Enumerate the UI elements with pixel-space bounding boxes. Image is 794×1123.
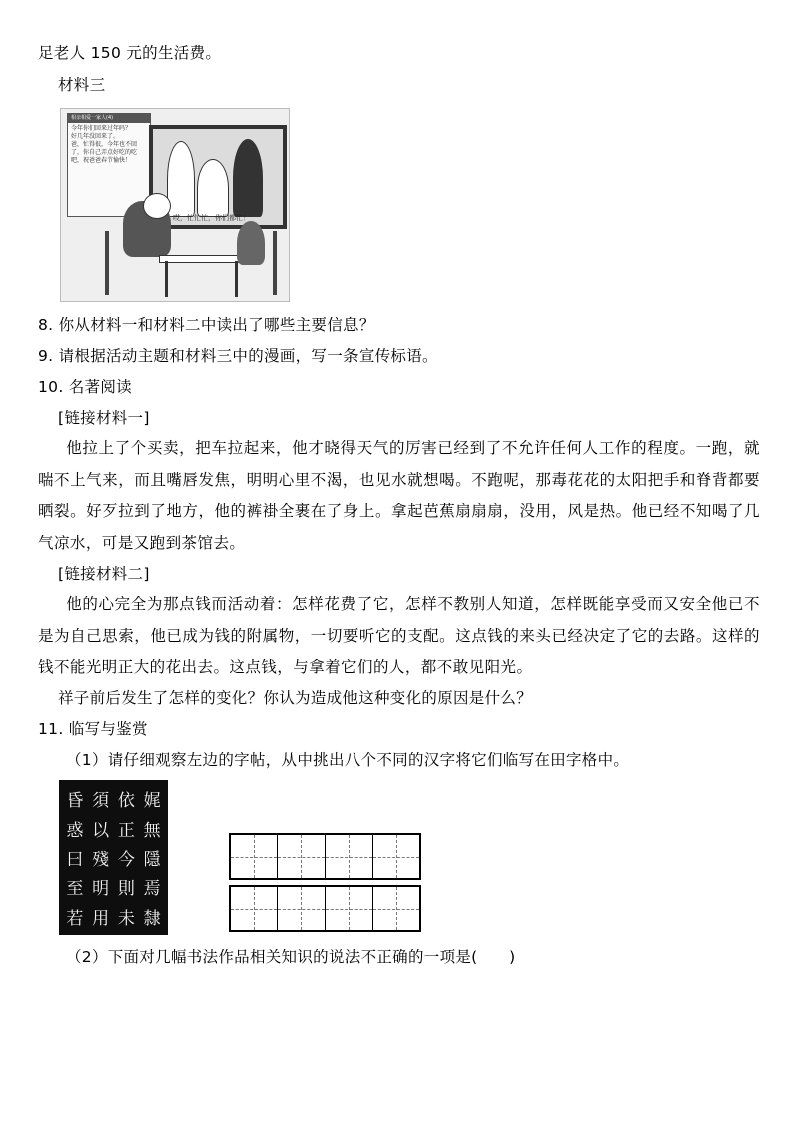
table-leg-left bbox=[165, 261, 168, 297]
calligraphy-char: 明 bbox=[92, 879, 110, 900]
calligraphy-char: 惑 bbox=[66, 820, 84, 841]
question-11-2: （2）下面对几幅书法作品相关知识的说法不正确的一项是( ) bbox=[66, 948, 516, 966]
calligraphy-char: 以 bbox=[92, 820, 110, 841]
calligraphy-sample bbox=[59, 780, 168, 935]
passage-1 bbox=[38, 433, 760, 559]
calligraphy-char: 至 bbox=[66, 879, 84, 900]
question-10-prompt: 祥子前后发生了怎样的变化？你认为造成他这种变化的原因是什么？ bbox=[58, 689, 533, 707]
chair-right bbox=[273, 231, 277, 295]
speech-bubble: 哎，忙忙忙，你们都忙！ bbox=[173, 214, 250, 222]
question-8: 8. 你从材料一和材料二中读出了哪些主要信息？ bbox=[38, 316, 375, 334]
calligraphy-char: 須 bbox=[92, 791, 110, 812]
chat-messages: 今年你们回来过年吗？ 好几年没回来了。 爸，忙得很，今年也不回了，你自己弄点好吃的吃吧，祝爸爸春节愉快！ bbox=[71, 125, 138, 164]
calligraphy-char: 隸 bbox=[143, 908, 161, 929]
link-material-1: [链接材料一] bbox=[58, 409, 150, 427]
practice-cell[interactable] bbox=[325, 887, 372, 930]
calligraphy-char: 今 bbox=[117, 849, 135, 870]
calligraphy-grid bbox=[59, 780, 168, 935]
practice-cell[interactable] bbox=[325, 835, 372, 878]
practice-cell[interactable] bbox=[231, 835, 277, 878]
passage-2 bbox=[38, 589, 760, 684]
calligraphy-char: 殘 bbox=[92, 849, 110, 870]
question-9: 9. 请根据活动主题和材料三中的漫画，写一条宣传标语。 bbox=[38, 347, 438, 365]
calligraphy-char: 則 bbox=[117, 879, 135, 900]
calligraphy-char: 昏 bbox=[66, 791, 84, 812]
practice-grid-row-1[interactable] bbox=[229, 833, 421, 880]
practice-cell[interactable] bbox=[277, 835, 324, 878]
comic-illustration bbox=[60, 108, 290, 302]
calligraphy-char: 曰 bbox=[66, 849, 84, 870]
calligraphy-char: 若 bbox=[66, 908, 84, 929]
family-grandchild bbox=[197, 159, 229, 217]
passage-1-text: 他拉上了个买卖，把车拉起来，他才晓得天气的厉害已经到了不允许任何人工作的程度。一跑，就喘不上气来，而且嘴唇发焦，明明心里不渴，也见水就想喝。不跑呢，那毒花花的太阳把手和脊背都要晒裂。好歹拉到了地方，他的裤褂全裹在了身上。拿起芭蕉扇扇扇，没用，风是热。他已经不知喝了几气凉水，可是又跑到茶馆去。 bbox=[38, 439, 760, 552]
calligraphy-char: 隱 bbox=[143, 849, 161, 870]
practice-cell[interactable] bbox=[231, 887, 277, 930]
practice-cell[interactable] bbox=[372, 887, 419, 930]
question-11: 11. 临写与鉴赏 bbox=[38, 720, 148, 738]
family-father bbox=[167, 141, 195, 217]
link-material-2: [链接材料二] bbox=[58, 565, 150, 583]
calligraphy-char: 用 bbox=[92, 908, 110, 929]
practice-cell[interactable] bbox=[277, 887, 324, 930]
calligraphy-char: 焉 bbox=[143, 879, 161, 900]
material3-label: 材料三 bbox=[58, 76, 106, 94]
calligraphy-char: 娓 bbox=[143, 791, 161, 812]
dining-table bbox=[159, 255, 245, 263]
calligraphy-char: 無 bbox=[143, 820, 161, 841]
table-leg-right bbox=[235, 261, 238, 297]
old-man-head bbox=[143, 193, 171, 219]
practice-cell[interactable] bbox=[372, 835, 419, 878]
family-mother bbox=[233, 139, 263, 217]
dog bbox=[237, 221, 265, 265]
question-10: 10. 名著阅读 bbox=[38, 378, 132, 396]
calligraphy-char: 未 bbox=[117, 908, 135, 929]
passage-2-text: 他的心完全为那点钱而活动着：怎样花费了它，怎样不教别人知道，怎样既能享受而又安全他已不是为自己思索，他已成为钱的附属物，一切要听它的支配。这点钱的来头已经决定了它的去路。这样的钱不能光明正大的花出去。这点钱，与拿着它们的人，都不敢见阳光。 bbox=[38, 595, 760, 677]
practice-grid-row-2[interactable] bbox=[229, 885, 421, 932]
question-11-1: （1）请仔细观察左边的字帖，从中挑出八个不同的汉字将它们临写在田字格中。 bbox=[66, 751, 630, 769]
line-prev: 足老人 150 元的生活费。 bbox=[38, 44, 222, 62]
chair-left bbox=[105, 231, 109, 295]
chat-title-bar: 相亲相爱一家人(4) bbox=[68, 114, 150, 123]
calligraphy-char: 依 bbox=[117, 791, 135, 812]
calligraphy-char: 正 bbox=[117, 820, 135, 841]
